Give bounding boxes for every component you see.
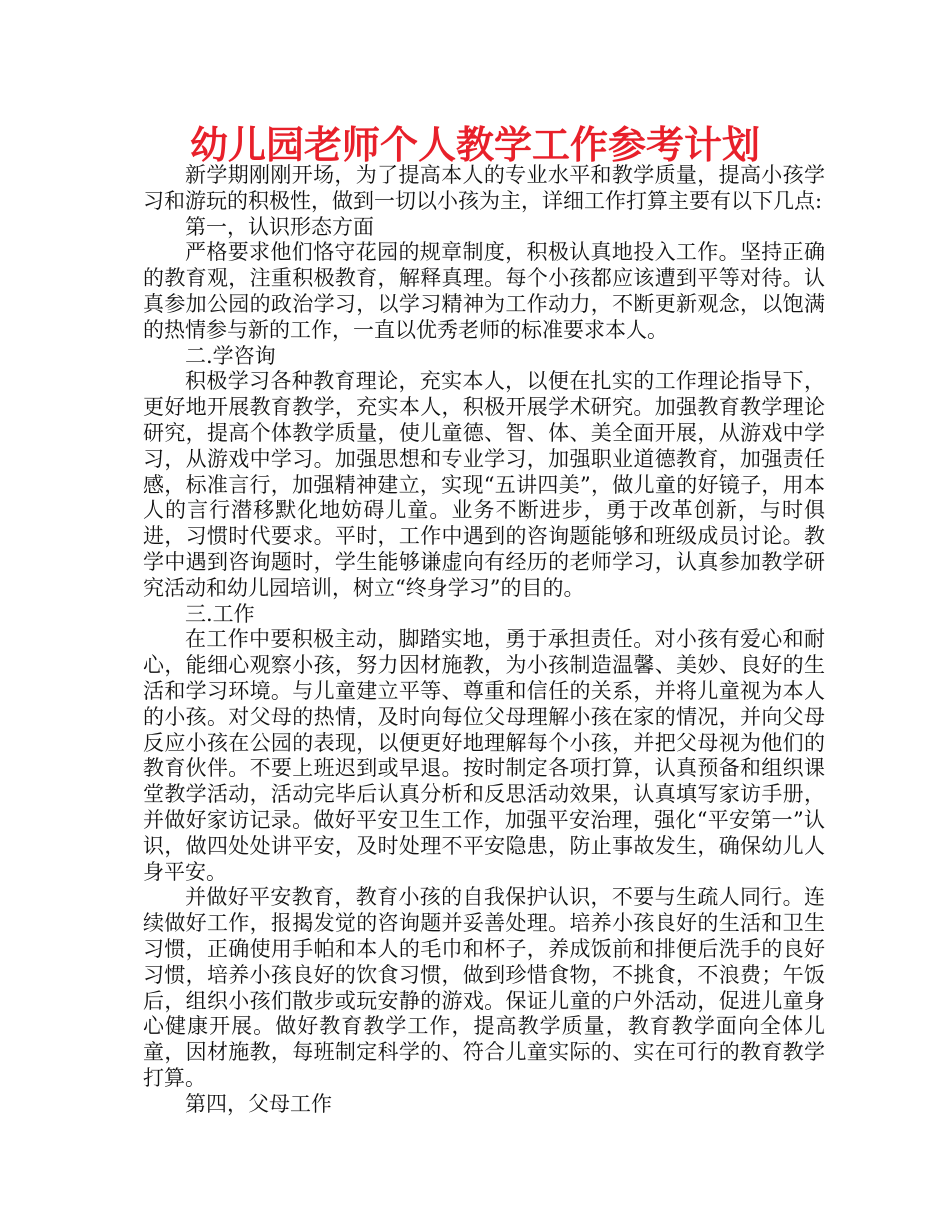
paragraph-ideology: 严格要求他们恪守花园的规章制度，积极认真地投入工作。坚持正确的教育观，注重积极教育，解释真理。每个小孩都应该遭到平等对待。认真参加公园的政治学习，以学习精神为工作动力，不断更新观念，以饱满的热情参与新的工作，一直以优秀老师的标准要求本人。 — [143, 240, 825, 342]
section-heading-ideology: 第一，认识形态方面 — [185, 214, 374, 239]
paragraph-safety: 并做好平安教育，教育小孩的自我保护认识，不要与生疏人同行。连续做好工作，报揭发觉的咨询题并妥善处理。培养小孩良好的生活和卫生习惯，正确使用手帕和本人的毛巾和杯子，养成饭前和排便后洗手的良好习惯，培养小孩良好的饮食习惯，做到珍惜食物，不挑食，不浪费；午饭后，组织小孩们散步或玩安静的游戏。保证儿童的户外活动，促进儿童身心健康开展。做好教育教学工作，提高教学质量，教育教学面向全体儿童，因材施教，每班制定科学的、符合儿童实际的、实在可行的教育教学打算。 — [143, 885, 825, 1090]
document-title: 幼儿园老师个人教学工作参考计划 — [189, 123, 760, 167]
paragraph-work: 在工作中要积极主动，脚踏实地，勇于承担责任。对小孩有爱心和耐心，能细心观察小孩，努力因材施教，为小孩制造温馨、美妙、良好的生活和学习环境。与儿童建立平等、尊重和信任的关系，并将儿童视为本人的小孩。对父母的热情，及时向每位父母理解小孩在家的情况，并向父母反应小孩在公园的表现，以便更好地理解每个小孩，并把父母视为他们的教育伙伴。不要上班迟到或早退。按时制定各项打算，认真预备和组织课堂教学活动，活动完毕后认真分析和反思活动效果，认真填写家访手册，并做好家访记录。做好平安卫生工作，加强平安治理，强化“平安第一”认识，做四处处讲平安，及时处理不平安隐患，防止事故发生，确保幼儿人身平安。 — [143, 627, 825, 884]
document-body — [143, 163, 825, 1117]
paragraph-intro: 新学期刚刚开场，为了提高本人的专业水平和教学质量，提高小孩学习和游玩的积极性，做到一切以小孩为主，详细工作打算主要有以下几点: — [143, 163, 825, 213]
section-heading-work: 三.工作 — [185, 601, 255, 626]
section-heading-study: 二.学咨询 — [185, 343, 276, 368]
paragraph-study: 积极学习各种教育理论，充实本人，以便在扎实的工作理论指导下，更好地开展教育教学，充实本人，积极开展学术研究。加强教育教学理论研究，提高个体教学质量，使儿童德、智、体、美全面开展，从游戏中学习，从游戏中学习。加强思想和专业学习，加强职业道德教育，加强责任感，标准言行，加强精神建立，实现“五讲四美”，做儿童的好镜子，用本人的言行潜移默化地妨碍儿童。业务不断进步，勇于改革创新，与时俱进，习惯时代要求。平时，工作中遇到的咨询题能够和班级成员讨论。教学中遇到咨询题时，学生能够谦虚向有经历的老师学习，认真参加教学研究活动和幼儿园培训，树立“终身学习”的目的。 — [143, 369, 825, 600]
section-heading-parents: 第四，父母工作 — [185, 1091, 332, 1116]
